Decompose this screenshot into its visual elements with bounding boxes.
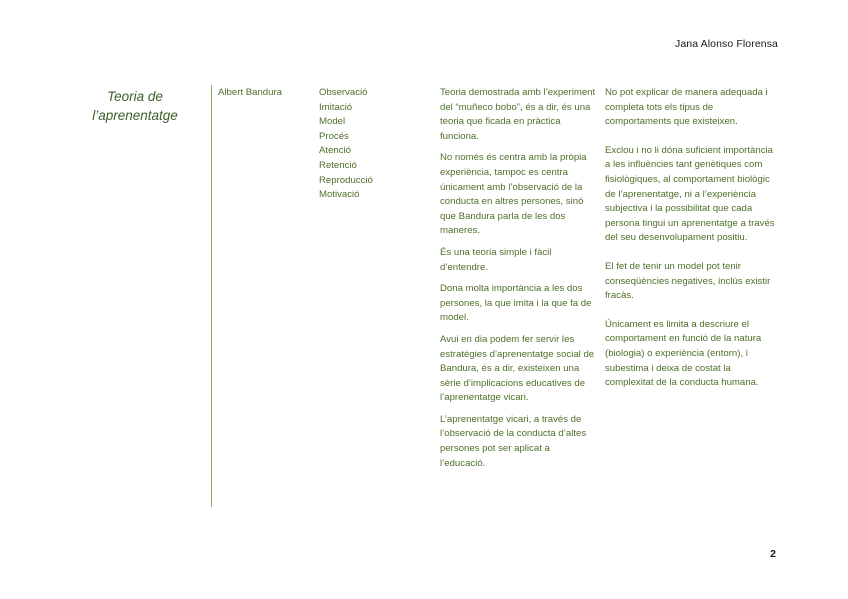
concept-item: Procés — [319, 130, 349, 142]
column-divider — [211, 85, 212, 507]
concept-item: Reproducció — [319, 174, 373, 186]
strength-paragraph: Teoria demostrada amb l’experiment del “muñeco bobo”, és a dir, és una teoria que ficada en pràctica funciona. — [440, 87, 596, 142]
concept-item: Model — [319, 116, 346, 128]
strength-paragraph: L’aprenentatge vicari, a través de l’observació de la conducta d’altes persones pot ser aplicat a l’educació. — [440, 413, 587, 469]
weaknesses-column — [605, 86, 777, 405]
theory-title: Teoria de l’aprenentatge — [92, 89, 178, 123]
author-name: Albert Bandura — [218, 87, 282, 98]
concepts-list — [319, 86, 429, 203]
strength-paragraph: Avui en dia podem fer servir les estratègies d’aprenentatge social de Bandura, és a dir, existeixen una sèrie d’implicacions educatives de l’aprenentatge vicari. — [440, 333, 595, 404]
strengths-column — [440, 86, 596, 478]
concept-item: Observació — [319, 87, 368, 98]
strength-paragraph: És una teoria simple i fàcil d’entendre. — [440, 246, 552, 273]
weakness-paragraph: Exclou i no li dóna suficient importància a les influències tant genètiques com fisiològiques, al comportament biològic de l’aprenentatge, ni a l’experiència subjectiva i la possibilitat que cada persona tingui un aprenentatge a través del seu desenvolupament positiu. — [605, 144, 775, 244]
concept-item: Retenció — [319, 159, 357, 171]
header-author: Jana Alonso Florensa — [675, 38, 778, 50]
weakness-paragraph: El fet de tenir un model pot tenir conseqüències negatives, inclús existir fracàs. — [605, 260, 771, 302]
weakness-paragraph: No pot explicar de manera adequada i completa tots els tipus de comportaments que existeixen. — [605, 87, 768, 128]
concept-item: Motivació — [319, 189, 360, 201]
strength-paragraph: No només és centra amb la pròpia experiència, tampoc es centra únicament amb l’observació de la conducta en altres persones, sinó que Bandura parla de les dos maneres. — [440, 152, 587, 237]
concept-item: Atenció — [319, 145, 351, 157]
strength-paragraph: Dona molta importància a les dos persones, la que imita i la que fa de model. — [440, 283, 592, 324]
weakness-paragraph: Únicament es limita a descriure el comportament en funció de la natura (biologia) o experiència (entorn), i subestima i deixa de costat la complexitat de la conducta humana. — [605, 318, 762, 389]
page-number: 2 — [770, 548, 776, 560]
concept-item: Imitació — [319, 101, 353, 113]
